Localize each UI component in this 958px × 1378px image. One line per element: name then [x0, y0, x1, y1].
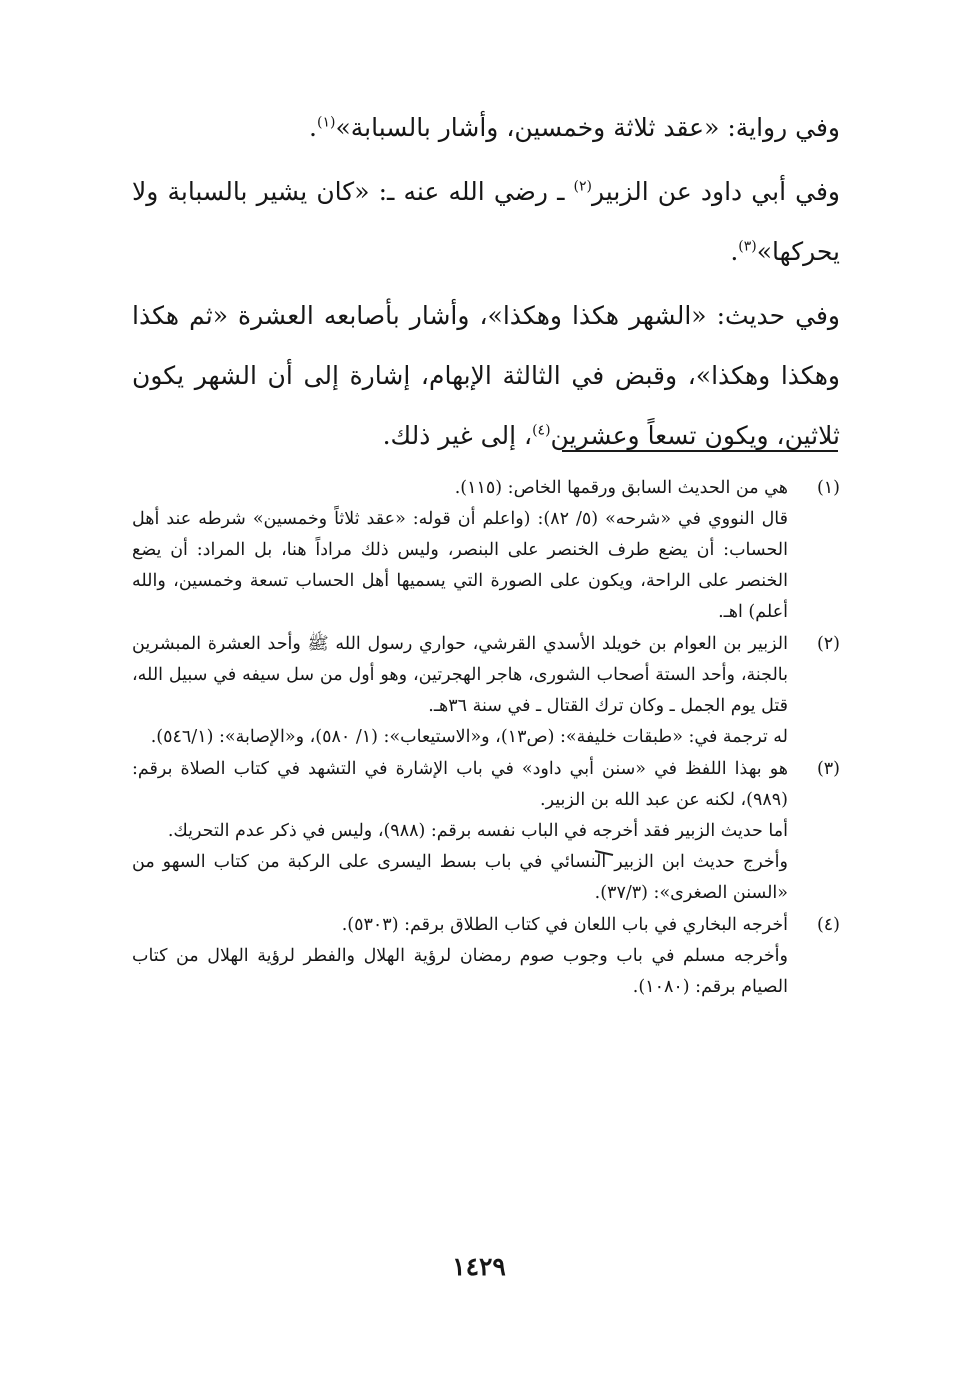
paragraph-3-text-a: وفي حديث: «الشهر هكذا وهكذا»، وأشار بأصابعه العشرة «ثم هكذا وهكذا وهكذا»، وقبض في الثالثة الإبهام، إشارة إلى أن الشهر يكون ثلاثين، ويكون تسعاً وعشرين	[132, 301, 840, 450]
paragraph-2-text-a: وفي أبي داود عن الزبير	[592, 177, 840, 206]
footnote-1	[132, 473, 840, 628]
footnote-paragraph: أخرجه البخاري في باب اللعان في كتاب الطلاق برقم: (٥٣٠٣).	[341, 915, 788, 935]
paragraph-1	[132, 98, 840, 158]
paragraph-3-text-b: ، إلى غير ذلك.	[382, 421, 533, 450]
page-number: ١٤٢٩	[452, 1252, 506, 1281]
paragraph-1-text: وفي رواية: «عقد ثلاثة وخمسين، وأشار بالسبابة»	[335, 113, 840, 142]
footnote-number: (١)	[816, 478, 840, 498]
footnote-number: (٤)	[816, 915, 840, 935]
footnote-paragraph: هو بهذا اللفظ في «سنن أبي داود» في باب الإشارة في التشهد في كتاب الصلاة برقم: (٩٨٩)، لكنه عن عبد الله بن الزبير.	[132, 759, 788, 810]
paragraph-2	[132, 162, 840, 282]
footnote-paragraph: الزبير بن العوام بن خويلد الأسدي القرشي، حواري رسول الله ﷺ وأحد العشرة المبشرين بالجنة، وأحد الستة أصحاب الشورى، هاجر الهجرتين، وهو أول من سل سيفه في سبيل الله، قتل يوم الجمل ـ وكان ترك القتال ـ في سنة ٣٦هـ.	[132, 634, 788, 716]
main-text	[132, 98, 840, 466]
footnote-4	[132, 910, 840, 1003]
footnote-number: (٣)	[816, 759, 840, 779]
footnote-paragraph: أما حديث الزبير فقد أخرجه في الباب نفسه برقم: (٩٨٨)، وليس في ذكر عدم التحريك.	[167, 821, 788, 841]
footnotes	[132, 473, 840, 1003]
footnote-paragraph: له ترجمة في: «طبقات خليفة»: (ص١٣)، و«الاستيعاب»: (١/ ٥٨٠)، و«الإصابة»: (٥٤٦/١).	[150, 727, 788, 747]
footnote-ref-1[interactable]: (١)	[317, 114, 336, 131]
paragraph-1-end: .	[309, 113, 317, 142]
paragraph-2-text-b: ـ رضي الله عنه ـ: «كان يشير بالسبابة ولا يحركها»	[132, 177, 840, 266]
footnote-ref-2[interactable]: (٢)	[573, 178, 593, 195]
footnote-body	[132, 910, 788, 1003]
footnote-body	[132, 754, 788, 909]
footnote-paragraph: قال النووي في «شرحه» (٥/ ٨٢): (واعلم أن قوله: «عقد ثلاثاً وخمسين» شرطه عند أهل الحساب: أن يضع طرف الخنصر على البنصر، وليس ذلك مراداً هنا، بل المراد: أن يضع الخنصر على الراحة، ويكون على الصورة التي يسميها أهل الحساب تسعة وخمسين، والله أعلم) اهـ.	[132, 509, 789, 622]
footnote-ref-4[interactable]: (٤)	[532, 422, 551, 439]
footnote-body	[132, 473, 788, 628]
paragraph-2-end: .	[730, 237, 739, 266]
paragraph-3	[132, 286, 840, 466]
footnote-number: (٢)	[816, 634, 840, 654]
footnote-paragraph: هي من الحديث السابق ورقمها الخاص: (١١٥).	[454, 478, 788, 498]
footnote-paragraph: وأخرج حديث ابن الزبير النسائي في باب بسط اليسرى على الركبة من كتاب السهو من «السنن الصغرى»: (٣٧/٣).	[132, 852, 788, 903]
footnote-paragraph: وأخرجه مسلم في باب وجوب صوم رمضان لرؤية الهلال والفطر لرؤية الهلال من كتاب الصيام برقم: (١٠٨٠).	[132, 946, 788, 997]
ink-mark	[594, 850, 614, 856]
footnote-ref-3[interactable]: (٣)	[738, 238, 757, 255]
footnote-3	[132, 754, 840, 909]
footnote-2	[132, 629, 840, 753]
footnote-separator	[562, 450, 838, 452]
footnote-body	[132, 629, 788, 753]
